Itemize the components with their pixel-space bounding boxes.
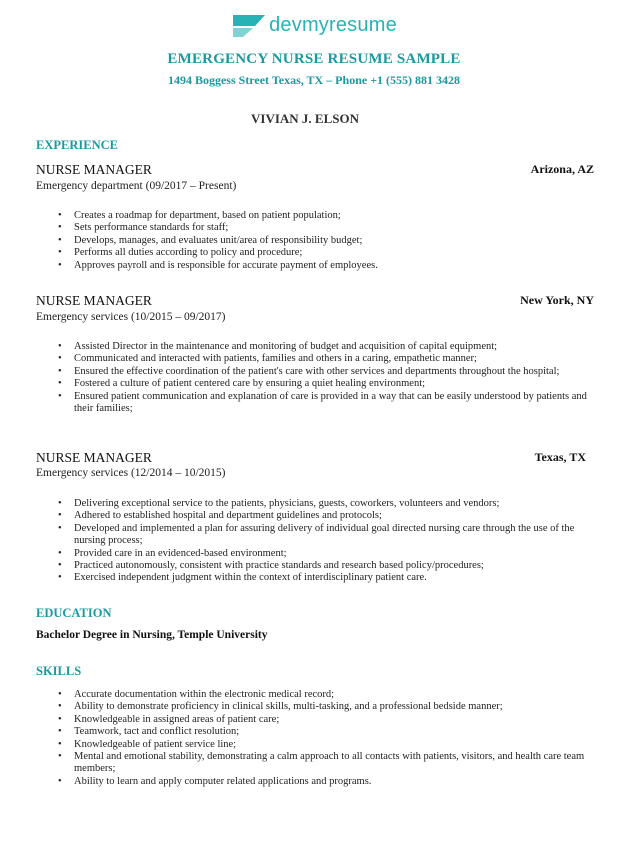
job-duties-list bbox=[58, 498, 598, 585]
list-item: • Approves payroll and is responsible for accurate payment of employees. bbox=[58, 260, 598, 272]
list-item: • Performs all duties according to policy and procedure; bbox=[58, 247, 598, 259]
list-item: • Mental and emotional stability, demonstrating a calm approach to all contacts with patients, visitors, and health care team members; bbox=[58, 751, 598, 776]
list-item: • Practiced autonomously, consistent with practice standards and research based policy/procedures; bbox=[58, 560, 598, 572]
list-item: • Exercised independent judgment within the context of interdisciplinary patient care. bbox=[58, 572, 598, 584]
skills-list bbox=[58, 689, 598, 788]
brand-logo bbox=[0, 14, 628, 37]
list-item: • Assisted Director in the maintenance and monitoring of budget and acquisition of capital equipment; bbox=[58, 341, 598, 353]
job-title: NURSE MANAGER bbox=[36, 293, 152, 308]
section-heading-experience: EXPERIENCE bbox=[36, 138, 118, 152]
section-heading-skills: SKILLS bbox=[36, 664, 82, 678]
list-item: • Communicated and interacted with patients, families and others in a caring, empathetic manner; bbox=[58, 353, 598, 365]
list-item: • Delivering exceptional service to the patients, physicians, guests, coworkers, volunteers and vendors; bbox=[58, 498, 598, 510]
list-item: • Ability to demonstrate proficiency in clinical skills, multi-tasking, and a professional bedside manner; bbox=[58, 701, 598, 713]
job-title: NURSE MANAGER bbox=[36, 162, 152, 177]
list-item: • Knowledgeable of patient service line; bbox=[58, 739, 598, 751]
section-heading-education: EDUCATION bbox=[36, 606, 112, 620]
job-title: NURSE MANAGER bbox=[36, 450, 152, 465]
job-subtitle: Emergency services (10/2015 – 09/2017) bbox=[36, 311, 226, 323]
job-location: Arizona, AZ bbox=[530, 162, 594, 176]
logo-text: devmyresume bbox=[269, 14, 397, 36]
list-item: • Adhered to established hospital and department guidelines and protocols; bbox=[58, 510, 598, 522]
list-item: • Ability to learn and apply computer related applications and programs. bbox=[58, 776, 598, 788]
job-subtitle: Emergency department (09/2017 – Present) bbox=[36, 180, 237, 192]
list-item: • Ensured patient communication and explanation of care is provided in a way that can be easily understood by patients and their families; bbox=[58, 391, 598, 416]
list-item: • Accurate documentation within the electronic medical record; bbox=[58, 689, 598, 701]
job-location: New York, NY bbox=[520, 293, 594, 307]
contact-address: 1494 Boggess Street Texas, TX – Phone +1 (555) 881 3428 bbox=[167, 73, 461, 87]
resume-title: EMERGENCY NURSE RESUME SAMPLE bbox=[167, 51, 461, 67]
job-duties-list bbox=[58, 210, 598, 272]
list-item: • Developed and implemented a plan for assuring delivery of individual goal directed nursing care through the use of the nursing process; bbox=[58, 523, 598, 548]
list-item: • Provided care in an evidenced-based environment; bbox=[58, 548, 598, 560]
education-degree: Bachelor Degree in Nursing, Temple University bbox=[36, 629, 268, 641]
list-item: • Ensured the effective coordination of the patient's care with other services and departments throughout the hospital; bbox=[58, 366, 598, 378]
list-item: • Teamwork, tact and conflict resolution; bbox=[58, 726, 598, 738]
list-item: • Fostered a culture of patient centered care by ensuring a quiet healing environment; bbox=[58, 378, 598, 390]
candidate-name: VIVIAN J. ELSON bbox=[251, 111, 359, 126]
list-item: • Sets performance standards for staff; bbox=[58, 222, 598, 234]
list-item: • Develops, manages, and evaluates unit/area of responsibility budget; bbox=[58, 235, 598, 247]
job-subtitle: Emergency services (12/2014 – 10/2015) bbox=[36, 467, 226, 479]
list-item: • Creates a roadmap for department, based on patient population; bbox=[58, 210, 598, 222]
logo-mark-icon bbox=[231, 15, 265, 37]
job-location: Texas, TX bbox=[534, 450, 586, 464]
job-duties-list bbox=[58, 341, 598, 415]
list-item: • Knowledgeable in assigned areas of patient care; bbox=[58, 714, 598, 726]
